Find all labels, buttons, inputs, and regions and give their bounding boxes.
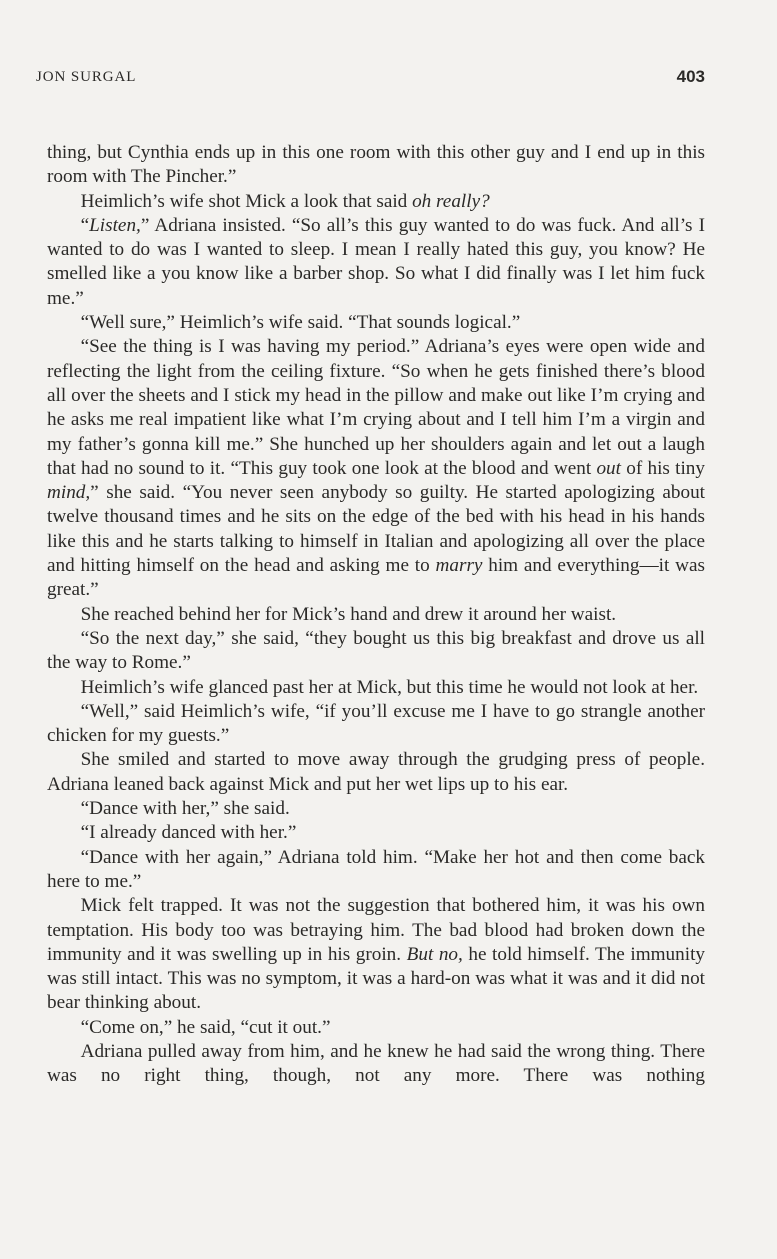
- italic-text: But no,: [406, 943, 463, 965]
- paragraph: [47, 1016, 705, 1040]
- paragraph: [47, 214, 705, 311]
- body-text: [47, 141, 705, 1089]
- text-run: Heimlich’s wife glanced past her at Mick, but this time he would not look at her.: [80, 676, 699, 698]
- paragraph: [47, 627, 705, 676]
- text-run: he told himself. The immunity was still intact. This was no symptom, it was a hard-on was what it was and it did not bear thinking about.: [47, 943, 705, 1014]
- text-run: She reached behind her for Mick’s hand and drew it around her waist.: [80, 603, 617, 625]
- text-run: “See the thing is I was having my period.” Adriana’s eyes were open wide and reflecting the light from the ceiling fixture. “So when he gets finished there’s blood all over the sheets and I stick my head in the pillow and make out like I’m crying and he asks me real impatient like what I’m crying about and I tell him I’m a virgin and my father’s gonna kill me.” She hunched up her shoulders again and let out a laugh that had no sound to it. “This guy took one look at the blood and went: [47, 336, 705, 479]
- text-run: thing, but Cynthia ends up in this one room with this other guy and I end up in this room with The Pincher.”: [47, 142, 705, 188]
- italic-text: Listen,: [89, 214, 141, 236]
- paragraph: [47, 821, 705, 845]
- paragraph: [47, 748, 705, 797]
- paragraph: [47, 190, 705, 214]
- text-run: “: [80, 214, 90, 236]
- text-run: ” she said. “You never seen anybody so guilty. He started apologizing about twelve thousand times and he sits on the edge of the bed with his head in his hands like this and he starts talking to himself in Italian and apologizing all over the place and hitting himself on the head and asking me to: [47, 482, 705, 577]
- text-run: “So the next day,” she said, “they bought us this big breakfast and drove us all the way to Rome.”: [47, 627, 705, 674]
- paragraph: [47, 603, 705, 627]
- text-run: “Come on,” he said, “cut it out.”: [80, 1016, 331, 1038]
- text-run: “Dance with her again,” Adriana told him. “Make her hot and then come back here to me.”: [47, 846, 705, 892]
- paragraph: [47, 700, 705, 749]
- text-run: “Dance with her,” she said.: [80, 798, 290, 820]
- text-run: Heimlich’s wife shot Mick a look that said: [80, 190, 413, 212]
- paragraph: [47, 676, 705, 700]
- text-run: “I already danced with her.”: [80, 822, 297, 844]
- paragraph: [47, 846, 705, 895]
- paragraph: [47, 311, 705, 335]
- text-run: ” Adriana insisted. “So all’s this guy wanted to do was fuck. And all’s I wanted to do was I wanted to sleep. I mean I really hated this guy, you know? He smelled like a you know like a barber shop. So what I did finally was I let him fuck me.”: [47, 214, 705, 309]
- italic-text: mind,: [47, 482, 91, 504]
- paragraph: [47, 797, 705, 821]
- text-run: She smiled and started to move away through the grudging press of people. Adriana leaned back against Mick and put her wet lips up to his ear.: [47, 749, 705, 795]
- text-run: Mick felt trapped. It was not the suggestion that bothered him, it was his own temptation. His body too was betraying him. The bad blood had broken down the immunity and it was swelling up in his groin.: [47, 895, 705, 965]
- paragraph: [47, 141, 705, 190]
- italic-text: marry: [435, 555, 483, 577]
- text-run: “Well sure,” Heimlich’s wife said. “That sounds logical.”: [80, 312, 521, 334]
- paragraph: [47, 1040, 705, 1089]
- text-run: “Well,” said Heimlich’s wife, “if you’ll excuse me I have to go strangle another chicken for my guests.”: [47, 700, 705, 747]
- paragraph: [47, 894, 705, 1015]
- text-run: of his tiny: [620, 457, 705, 479]
- running-head: [36, 66, 705, 90]
- running-head-author: JON SURGAL: [36, 69, 137, 85]
- paragraph: [47, 335, 705, 602]
- text-run: him and everything—it was great.”: [47, 555, 705, 601]
- italic-text: oh really?: [412, 190, 490, 212]
- page-number: 403: [676, 67, 705, 86]
- italic-text: out: [596, 457, 621, 479]
- text-run: Adriana pulled away from him, and he knew he had said the wrong thing. There was no right thing, though, not any more. There was nothing: [47, 1040, 705, 1087]
